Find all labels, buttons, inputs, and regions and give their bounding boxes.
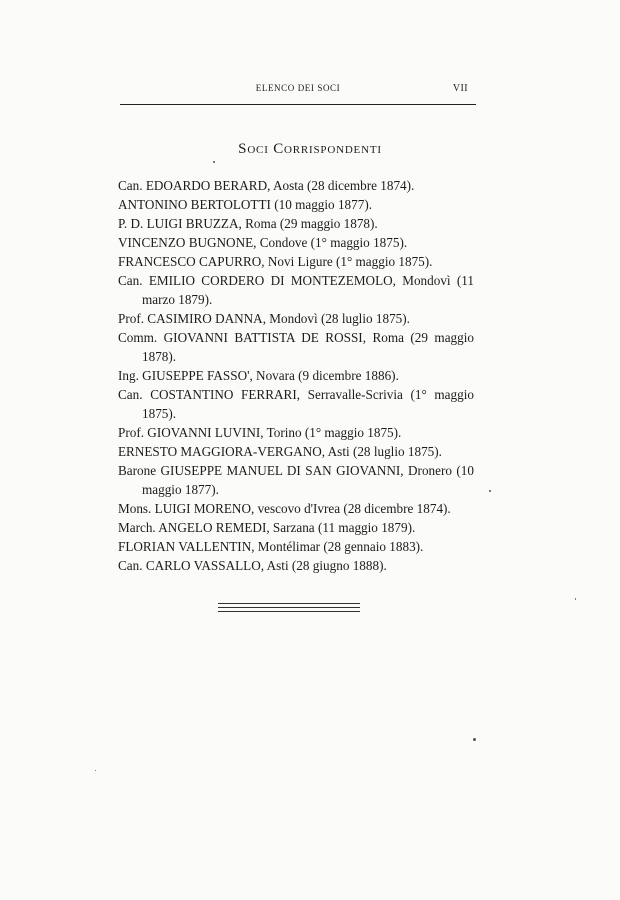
ornament-line	[218, 611, 360, 612]
ornament-line	[218, 603, 360, 604]
member-entry: FLORIAN VALLENTIN, Montélimar (28 gennaio 1883).	[118, 539, 424, 554]
member-entry: March. ANGELO REMEDI, Sarzana (11 maggio 1879).	[118, 520, 416, 535]
member-entry: ANTONINO BERTOLOTTI (10 maggio 1877).	[118, 197, 373, 212]
page-number: VII	[452, 83, 468, 94]
member-entry: Mons. LUIGI MORENO, vescovo d'Ivrea (28 dicembre 1874).	[118, 501, 451, 516]
member-entry: Ing. GIUSEPPE FASSO', Novara (9 dicembre 1886).	[118, 368, 399, 383]
member-entry: Comm. GIOVANNI BATTISTA DE ROSSI, Roma (29 maggio 1878).	[118, 330, 474, 364]
member-entry: Can. EMILIO CORDERO DI MONTEZEMOLO, Mondovì (11 marzo 1879).	[118, 273, 474, 307]
member-entry: Can. CARLO VASSALLO, Asti (28 giugno 1888).	[118, 558, 387, 573]
paper-speck	[213, 161, 215, 163]
paper-speck	[473, 738, 476, 741]
member-entry: Barone GIUSEPPE MANUEL DI SAN GIOVANNI, Dronero (10 maggio 1877).	[118, 463, 474, 497]
closing-ornament-rule	[218, 603, 360, 612]
member-entry: VINCENZO BUGNONE, Condove (1° maggio 1875).	[118, 235, 408, 250]
member-entry: P. D. LUIGI BRUZZA, Roma (29 maggio 1878).	[118, 216, 378, 231]
member-entry: FRANCESCO CAPURRO, Novi Ligure (1° maggio 1875).	[118, 254, 433, 269]
member-entry: Prof. GIOVANNI LUVINI, Torino (1° maggio 1875).	[118, 425, 402, 440]
paper-speck	[489, 490, 491, 492]
running-title: ELENCO DEI SOCI	[255, 83, 341, 93]
section-title: Soci Corrispondenti	[238, 141, 382, 157]
member-entry: Can. COSTANTINO FERRARI, Serravalle-Scrivia (1° maggio 1875).	[118, 387, 474, 421]
running-head	[120, 83, 476, 97]
member-entry: Can. EDOARDO BERARD, Aosta (28 dicembre 1874).	[118, 178, 415, 193]
member-entry: Prof. CASIMIRO DANNA, Mondovì (28 luglio 1875).	[118, 311, 410, 326]
paper-speck	[575, 598, 576, 600]
header-rule	[120, 104, 476, 105]
member-entry: ERNESTO MAGGIORA-VERGANO, Asti (28 luglio 1875).	[118, 444, 442, 459]
member-list	[118, 176, 474, 575]
paper-speck	[95, 770, 96, 771]
ornament-line	[218, 607, 360, 608]
